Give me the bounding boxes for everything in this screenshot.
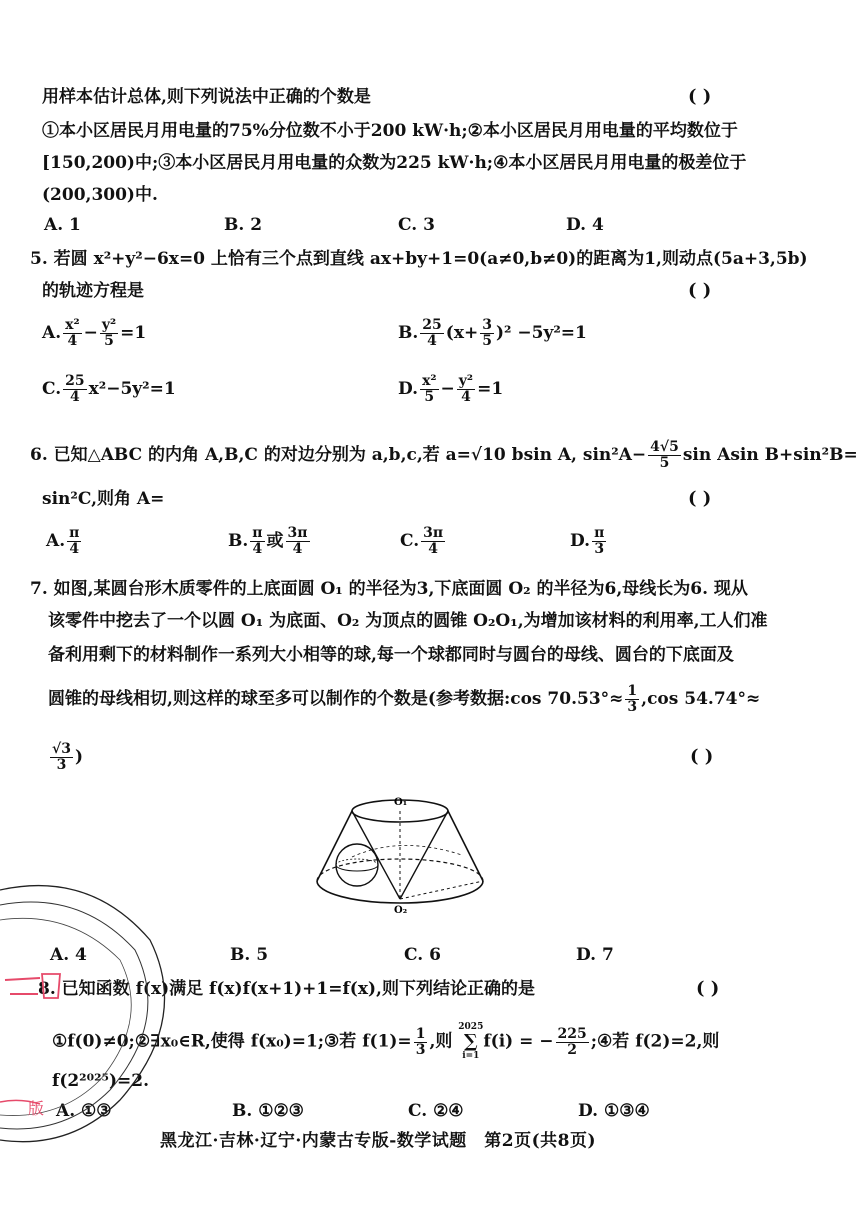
q6-option-a: A. $\frac{\pi}{4}$	[46, 525, 80, 557]
stamp-seal-mark	[0, 870, 190, 1170]
q7-answer-paren: ( )	[690, 746, 714, 767]
q6-stem-line2: sin²C,则角 A=	[42, 489, 165, 509]
q7-stem-line2: 该零件中挖去了一个以圆 O₁ 为底面、O₂ 为顶点的圆锥 O₂O₁,为增加该材料的利用率,工人们准	[48, 611, 768, 631]
q7-stem-line1: 7. 如图,某圆台形木质零件的上底面圆 O₁ 的半径为3,下底面圆 O₂ 的半径为6,母线长为6. 现从	[30, 579, 748, 599]
q6-option-c: C. $\frac{3\pi}{4}$	[400, 525, 444, 557]
q4-option-c: C. 3	[398, 215, 435, 235]
q4-stem-line1: 用样本估计总体,则下列说法中正确的个数是	[42, 87, 371, 107]
q5-option-b: B. $\frac{25}{4}$ (x+ $\frac{3}{5}$ )² −5y²=1	[398, 317, 587, 349]
q8-stem-line1: 8. 已知函数 f(x)满足 f(x)f(x+1)+1=f(x),则下列结论正确的是	[38, 979, 535, 999]
q8-stem-line3: f(2²⁰²⁵)=2.	[52, 1071, 150, 1091]
q6-option-d: D. $\frac{\pi}{3}$	[570, 525, 605, 557]
q4-option-d: D. 4	[566, 215, 604, 235]
q7-option-a: A. 4	[50, 945, 87, 965]
q4-answer-paren: ( )	[688, 86, 712, 107]
q6-stem-line1: 6. 已知△ABC 的内角 A,B,C 的对边分别为 a,b,c,若 a=√10 bsin A, sin²A− $\frac{4√5}{5}$ sin Asin B+sin²B=	[30, 439, 858, 471]
q7-option-d: D. 7	[576, 945, 614, 965]
q5-answer-paren: ( )	[688, 280, 712, 301]
fig-label-o1: O₁	[394, 797, 408, 808]
q7-option-c: C. 6	[404, 945, 441, 965]
q8-option-d: D. ①③④	[578, 1101, 650, 1121]
q8-option-a: A. ①③	[56, 1101, 112, 1121]
q4-stem-line3: [150,200)中;③本小区居民月用电量的众数为225 kW·h;④本小区居民月用电量的极差位于	[42, 153, 747, 173]
q4-stem-line4: (200,300)中.	[42, 185, 158, 205]
q5-option-a: A. $\frac{\text{x²}}{4}$ − $\frac{\text{y²}}{5}$ =1	[42, 317, 147, 349]
q8-answer-paren: ( )	[696, 978, 720, 999]
q4-option-a: A. 1	[44, 215, 81, 235]
q6-option-b: B. $\frac{\pi}{4}$ 或 $\frac{3\pi}{4}$	[228, 525, 308, 557]
stamp-text: 版	[28, 1099, 45, 1118]
q5-option-d: D. $\frac{\text{x²}}{5}$ − $\frac{\text{y²}}{4}$ =1	[398, 373, 504, 405]
frustum-figure	[312, 795, 512, 915]
q5-option-c: C. $\frac{25}{4}$ x²−5y²=1	[42, 373, 176, 405]
q5-stem-line1: 5. 若圆 x²+y²−6x=0 上恰有三个点到直线 ax+by+1=0(a≠0,b≠0)的距离为1,则动点(5a+3,5b)	[30, 249, 808, 269]
q4-option-b: B. 2	[224, 215, 263, 235]
q6-answer-paren: ( )	[688, 488, 712, 509]
q7-stem-line4: 圆锥的母线相切,则这样的球至多可以制作的个数是(参考数据:cos 70.53°≈ $\frac{1}{3}$ ,cos 54.74°≈	[48, 683, 761, 715]
q8-option-c: C. ②④	[408, 1101, 464, 1121]
fig-label-o2: O₂	[394, 905, 408, 915]
q4-stem-line2: ①本小区居民月用电量的75%分位数不小于200 kW·h;②本小区居民月用电量的平均数位于	[42, 121, 738, 141]
summation-symbol: 2025 ∑ i=1	[458, 1022, 484, 1061]
page-footer: 黑龙江·吉林·辽宁·内蒙古专版-数学试题 第2页(共8页)	[160, 1131, 597, 1151]
q7-stem-line3: 备利用剩下的材料制作一系列大小相等的球,每一个球都同时与圆台的母线、圆台的下底面及	[48, 645, 734, 665]
q7-option-b: B. 5	[230, 945, 269, 965]
q7-stem-line5: $\frac{√3}{3}$ )	[52, 741, 83, 773]
q8-option-b: B. ①②③	[232, 1101, 304, 1121]
q8-stem-line2: ①f(0)≠0;②∃x₀∈R,使得 f(x₀)=1;③若 f(1)= $\frac{1}{3}$ ,则 2025 ∑ i=1 f(i) = − $\frac{225}{2}$ ;④若 f(2)=2,则	[52, 1022, 720, 1061]
q5-stem-line2: 的轨迹方程是	[42, 281, 144, 301]
